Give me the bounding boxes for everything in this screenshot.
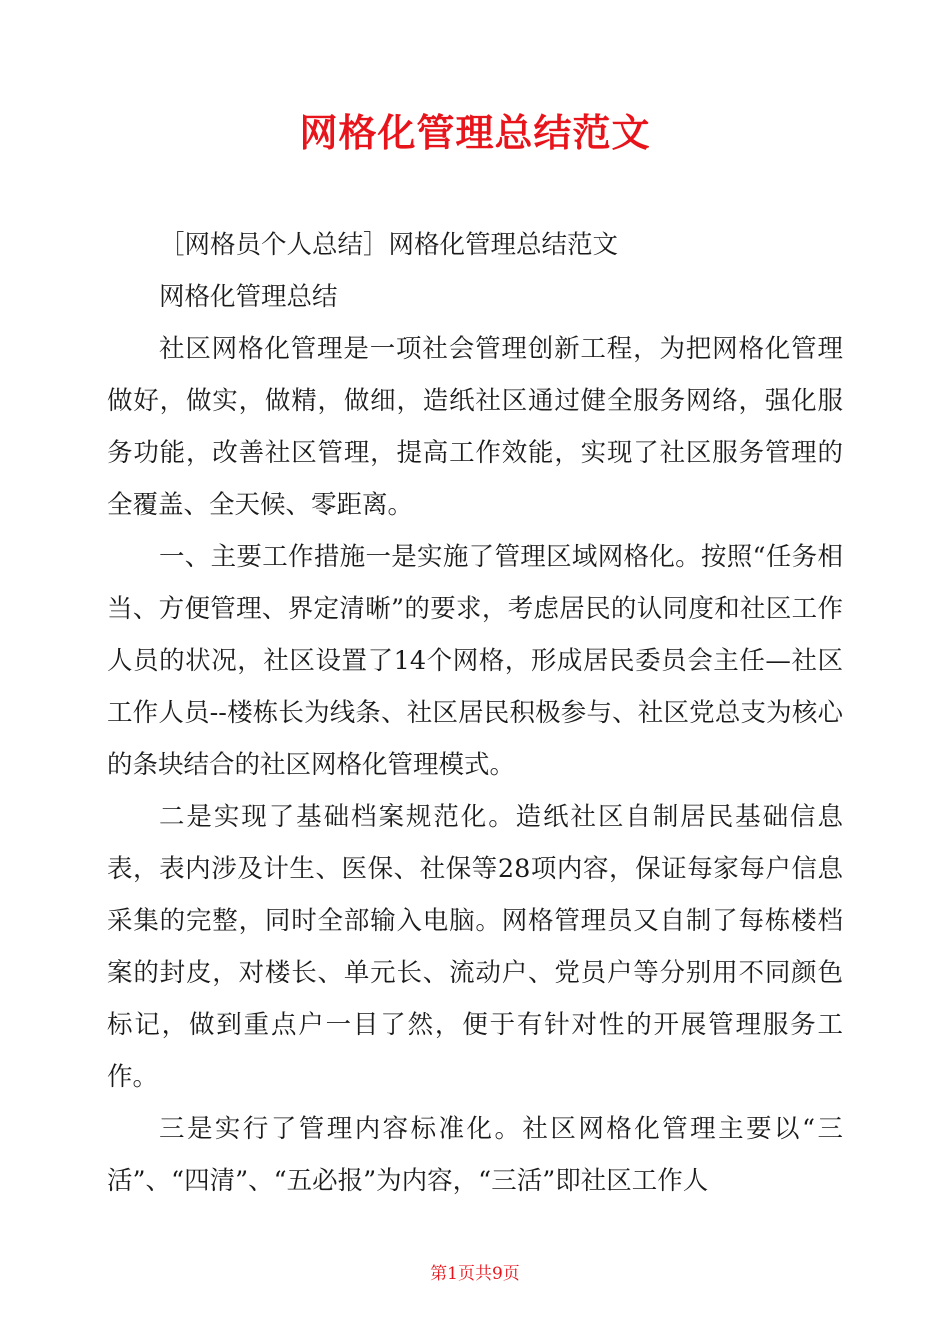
page-title: 网格化管理总结范文 xyxy=(299,111,651,155)
paragraph-intro: 社区网格化管理是一项社会管理创新工程，为把网格化管理做好，做实，做精，做细，造纸社区通过健全服务网络，强化服务功能，改善社区管理，提高工作效能，实现了社区服务管理的全覆盖、全天候、零距离。 xyxy=(107,334,843,520)
paragraph-heading: 网格化管理总结 xyxy=(159,282,338,312)
paragraph-measure-two: 二是实现了基础档案规范化。造纸社区自制居民基础信息表，表内涉及计生、医保、社保等28项内容，保证每家每户信息采集的完整，同时全部输入电脑。网格管理员又自制了每栋楼档案的封皮，对楼长、单元长、流动户、党员户等分别用不同颜色标记，做到重点户一目了然，便于有针对性的开展管理服务工作。 xyxy=(107,802,843,1092)
paragraph-measure-three: 三是实行了管理内容标准化。社区网格化管理主要以“三活”、“四清”、“五必报”为内容，“三活”即社区工作人 xyxy=(107,1114,843,1196)
paragraph-subtitle: ［网格员个人总结］网格化管理总结范文 xyxy=(159,230,619,260)
page-footer: 第1页共9页 xyxy=(430,1264,520,1284)
document-body xyxy=(107,219,843,1207)
paragraph-measure-one: 一、主要工作措施一是实施了管理区域网格化。按照“任务相当、方便管理、界定清晰”的要求，考虑居民的认同度和社区工作人员的状况，社区设置了14个网格，形成居民委员会主任—社区工作人员--楼栋长为线条、社区居民积极参与、社区党总支为核心的条块结合的社区网格化管理模式。 xyxy=(107,542,843,780)
